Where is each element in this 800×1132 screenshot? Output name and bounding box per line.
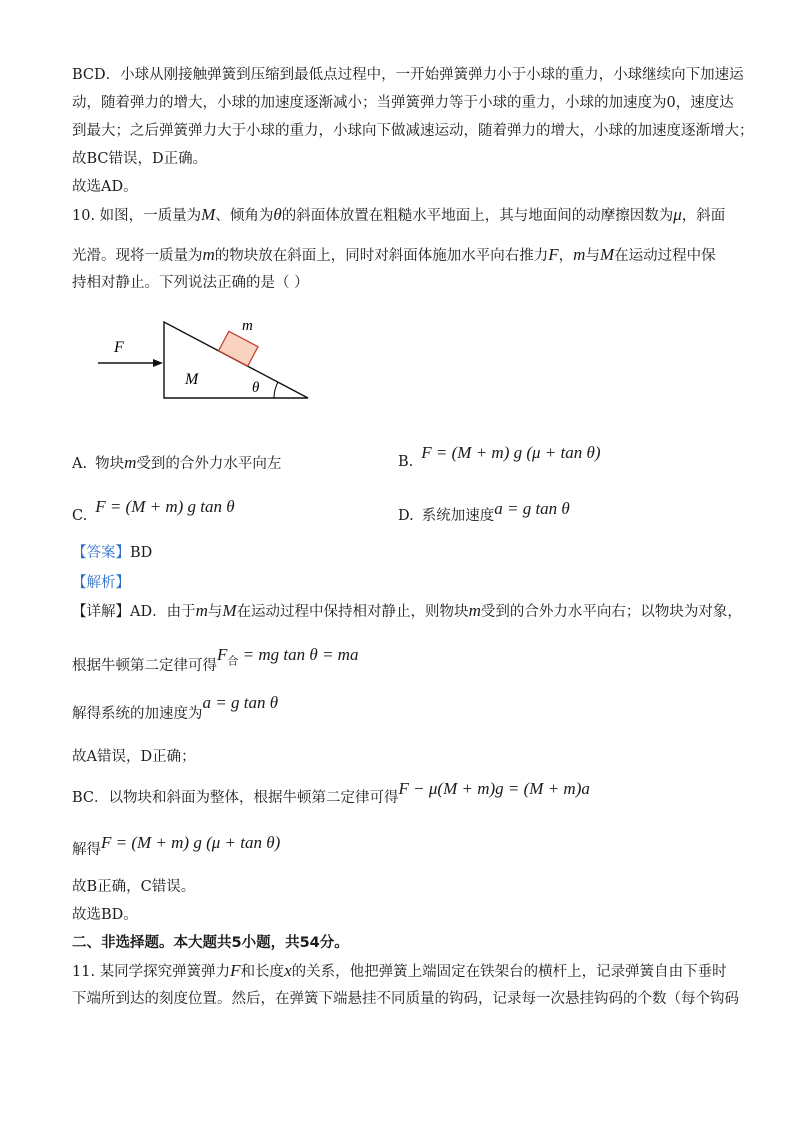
label-theta: θ (252, 380, 260, 396)
prev-solution-line-3: 到最大；之后弹簧弹力大于小球的重力，小球向下做减速运动，随着弹力的增大，小球的加速度逐渐增大； (72, 123, 754, 139)
label-F: F (114, 339, 124, 356)
incline-figure (94, 318, 354, 418)
q10-line-1: 10. 如图，一质量为M、倾角为θ的斜面体放置在粗糙水平地面上，其与地面间的动摩擦因数为μ，斜面 (72, 205, 726, 224)
angle-arc (274, 382, 278, 398)
prev-choice: 故选AD。 (72, 179, 138, 195)
option-b[interactable]: B. F = (M + m) g (μ + tan θ) (398, 443, 601, 470)
option-c[interactable]: C. F = (M + m) g tan θ (72, 497, 235, 524)
detail-line-3: 解得系统的加速度为a = g tan θ (72, 693, 279, 722)
prev-solution-line-1: BCD．小球从刚接触弹簧到压缩到最低点过程中，一开始弹簧弹力小于小球的重力，小球继续向下加速运 (72, 67, 744, 83)
option-d[interactable]: D. 系统加速度a = g tan θ (398, 499, 570, 524)
label-m: m (242, 318, 253, 334)
q10-line-3: 持相对静止。下列说法正确的是（ ） (72, 275, 309, 291)
section-2-title: 二、非选择题。本大题共5小题，共54分。 (72, 935, 349, 951)
block-m (219, 331, 258, 366)
analysis-tag: 【解析】 (72, 575, 130, 591)
label-M: M (185, 371, 199, 388)
answer-line: 【答案】BD (72, 545, 153, 561)
detail-line-6: 解得F = (M + m) g (μ + tan θ) (72, 833, 281, 858)
option-a[interactable]: A. 物块m受到的合外力水平向左 (72, 453, 282, 472)
detail-line-1: 【详解】AD．由于m与M在运动过程中保持相对静止，则物块m受到的合外力水平向右；以物块为对象， (72, 601, 742, 620)
prev-solution-line-4: 故BC错误，D正确。 (72, 151, 208, 167)
q11-line-2: 下端所到达的刻度位置。然后，在弹簧下端悬挂不同质量的钩码，记录每一次悬挂钩码的个数（每个钩码 (72, 991, 739, 1007)
detail-line-2: 根据牛顿第二定律可得$F_合$ = mg tan θ = ma (72, 645, 359, 674)
detail-line-5: BC．以物块和斜面为整体，根据牛顿第二定律可得F − μ(M + m)g = (M + m)a (72, 779, 590, 806)
detail-line-7: 故B正确，C错误。 (72, 879, 196, 895)
detail-line-4: 故A错误，D正确； (72, 749, 196, 765)
q11-line-1: 11. 某同学探究弹簧弹力F和长度x的关系，他把弹簧上端固定在铁架台的横杆上，记录弹簧自由下垂时 (72, 961, 727, 980)
detail-line-8: 故选BD。 (72, 907, 138, 923)
q10-line-2: 光滑。现将一质量为m的物块放在斜面上，同时对斜面体施加水平向右推力F，m与M在运动过程中保 (72, 245, 716, 264)
prev-solution-line-2: 动，随着弹力的增大，小球的加速度逐渐减小；当弹簧弹力等于小球的重力，小球的加速度为0，速度达 (72, 95, 734, 111)
arrow-head (153, 359, 163, 367)
